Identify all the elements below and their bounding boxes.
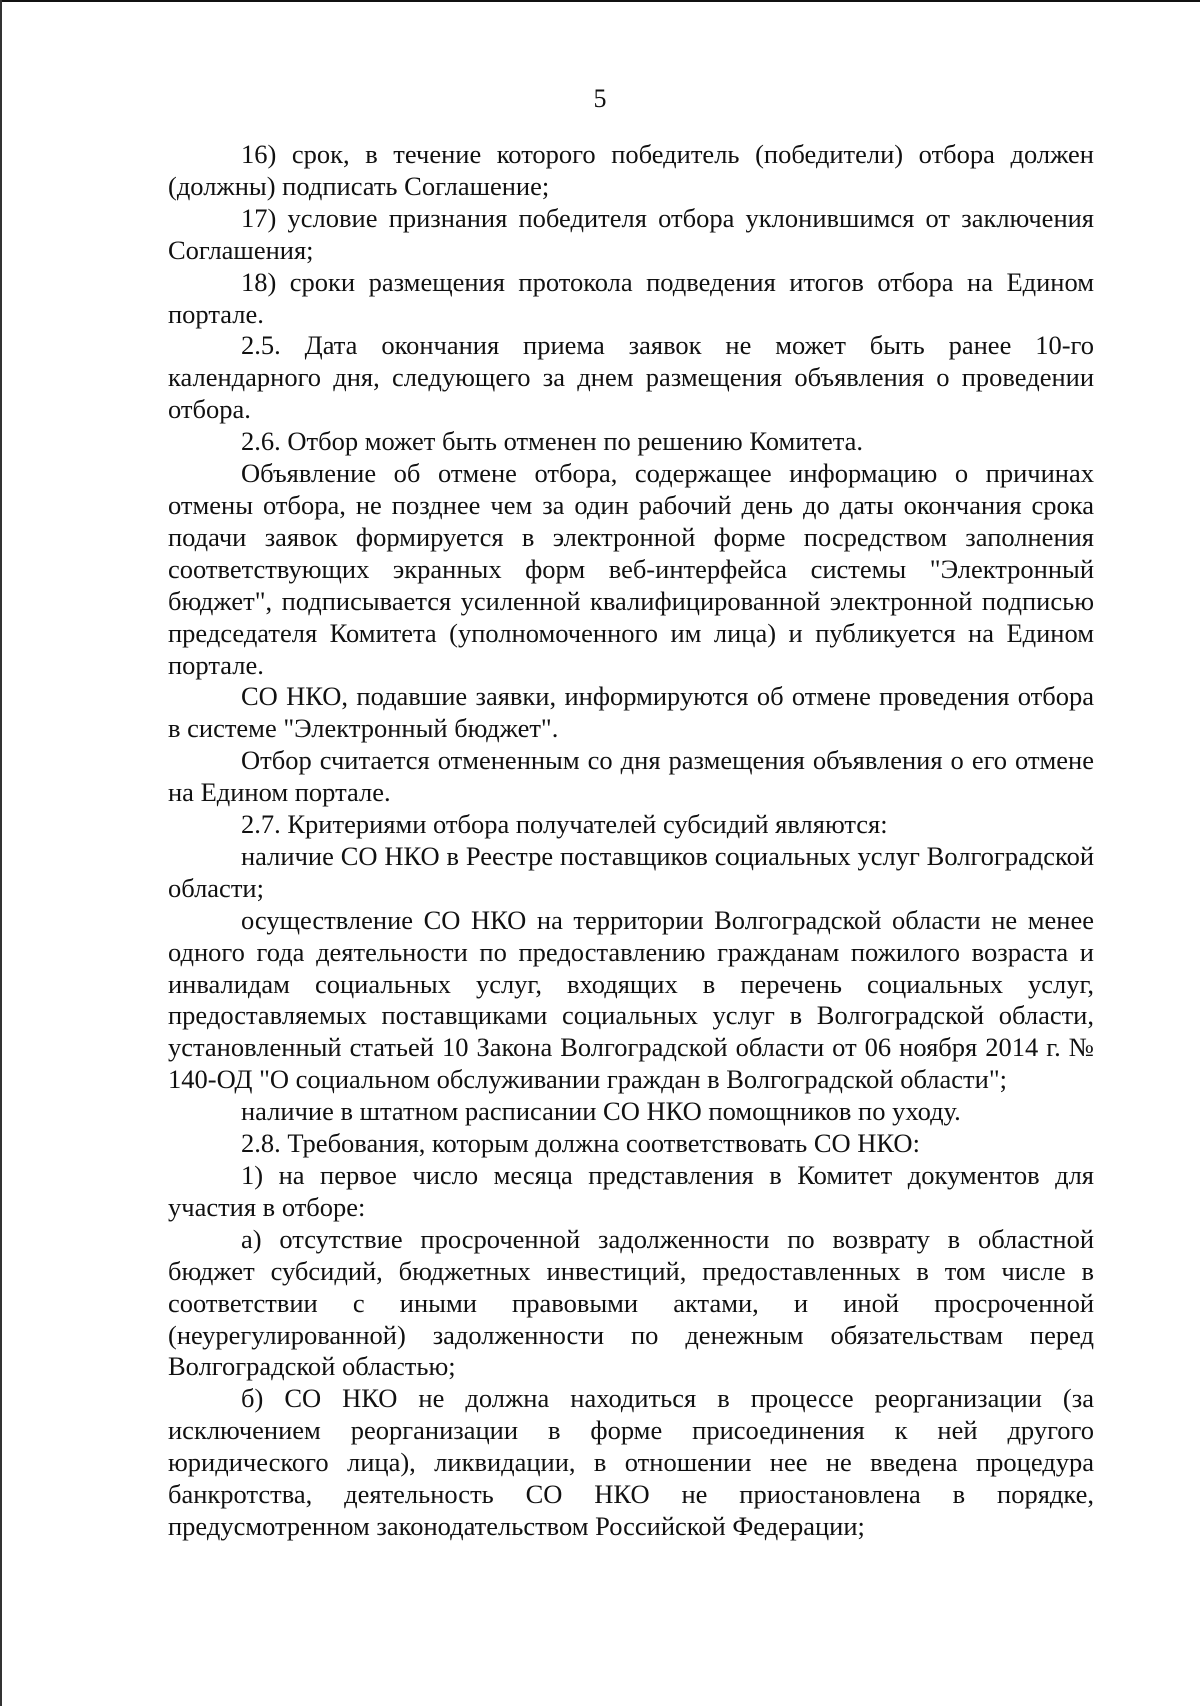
paragraph-item-16: 16) срок, в течение которого победитель (победители) отбора должен (должны) подписать Соглашение; [168,139,1094,201]
paragraph-criterion-activity: осуществление СО НКО на территории Волгоградской области не менее одного года деятельности по предоставлению гражданам пожилого возраста и инвалидам социальных услуг, входящих в перечень социальных услуг, предоставляемых поставщиками социальных услуг в Волгоградской области, установленный статьей 10 Закона Волгоградской области от 06 ноября 2014 г. № 140-ОД "О социальном обслуживании граждан в Волгоградской области"; [168,904,1094,1095]
paragraph-applicants-informed: СО НКО, подавшие заявки, информируются об отмене проведения отбора в системе "Электронный бюджет". [168,681,1094,744]
document-body [168,139,1094,1543]
paragraph-requirement-1: 1) на первое число месяца представления в Комитет документов для участия в отборе: [168,1160,1094,1222]
paragraph-2-7: 2.7. Критериями отбора получателей субсидий являются: [241,809,888,840]
paragraph-item-18: 18) сроки размещения протокола подведения итогов отбора на Едином портале. [168,266,1094,329]
paragraph-cancellation-effective: Отбор считается отмененным со дня размещения объявления о его отмене на Едином портале. [168,745,1094,808]
paragraph-2-6: 2.6. Отбор может быть отменен по решению Комитета. [241,426,864,457]
page-number: 5 [593,84,607,113]
paragraph-criterion-registry: наличие СО НКО в Реестре поставщиков социальных услуг Волгоградской области; [168,840,1094,903]
paragraph-item-17: 17) условие признания победителя отбора уклонившимся от заключения Соглашения; [168,202,1094,265]
paragraph-criterion-staff: наличие в штатном расписании СО НКО помощников по уходу. [241,1096,961,1127]
scan-edge-left [0,0,2,1706]
paragraph-cancellation-notice: Объявление об отмене отбора, содержащее информацию о причинах отмены отбора, не позднее чем за один рабочий день до даты окончания срока подачи заявок формируется в электронной форме посредством заполнения соответствующих экранных форм веб-интерфейса системы "Электронный бюджет", подписывается усиленной квалифицированной электронной подписью председателя Комитета (уполномоченного им лица) и публикуется на Едином портале. [168,458,1094,680]
scan-edge-top [0,0,1200,2]
paragraph-requirement-a: а) отсутствие просроченной задолженности по возврату в областной бюджет субсидий, бюджетных инвестиций, предоставленных в том числе в соответствии с иными правовыми актами, и иной просроченной (неурегулированной) задолженности по денежным обязательствам перед Волгоградской областью; [168,1223,1094,1382]
paragraph-2-8: 2.8. Требования, которым должна соответствовать СО НКО: [241,1128,920,1159]
paragraph-requirement-b: б) СО НКО не должна находиться в процессе реорганизации (за исключением реорганизации в форме присоединения к ней другого юридического лица), ликвидации, в отношении нее не введена процедура банкротства, деятельность СО НКО не приостановлена в порядке, предусмотренном законодательством Российской Федерации; [168,1383,1094,1541]
paragraph-2-5: 2.5. Дата окончания приема заявок не может быть ранее 10-го календарного дня, следующего за днем размещения объявления о проведении отбора. [168,330,1094,425]
